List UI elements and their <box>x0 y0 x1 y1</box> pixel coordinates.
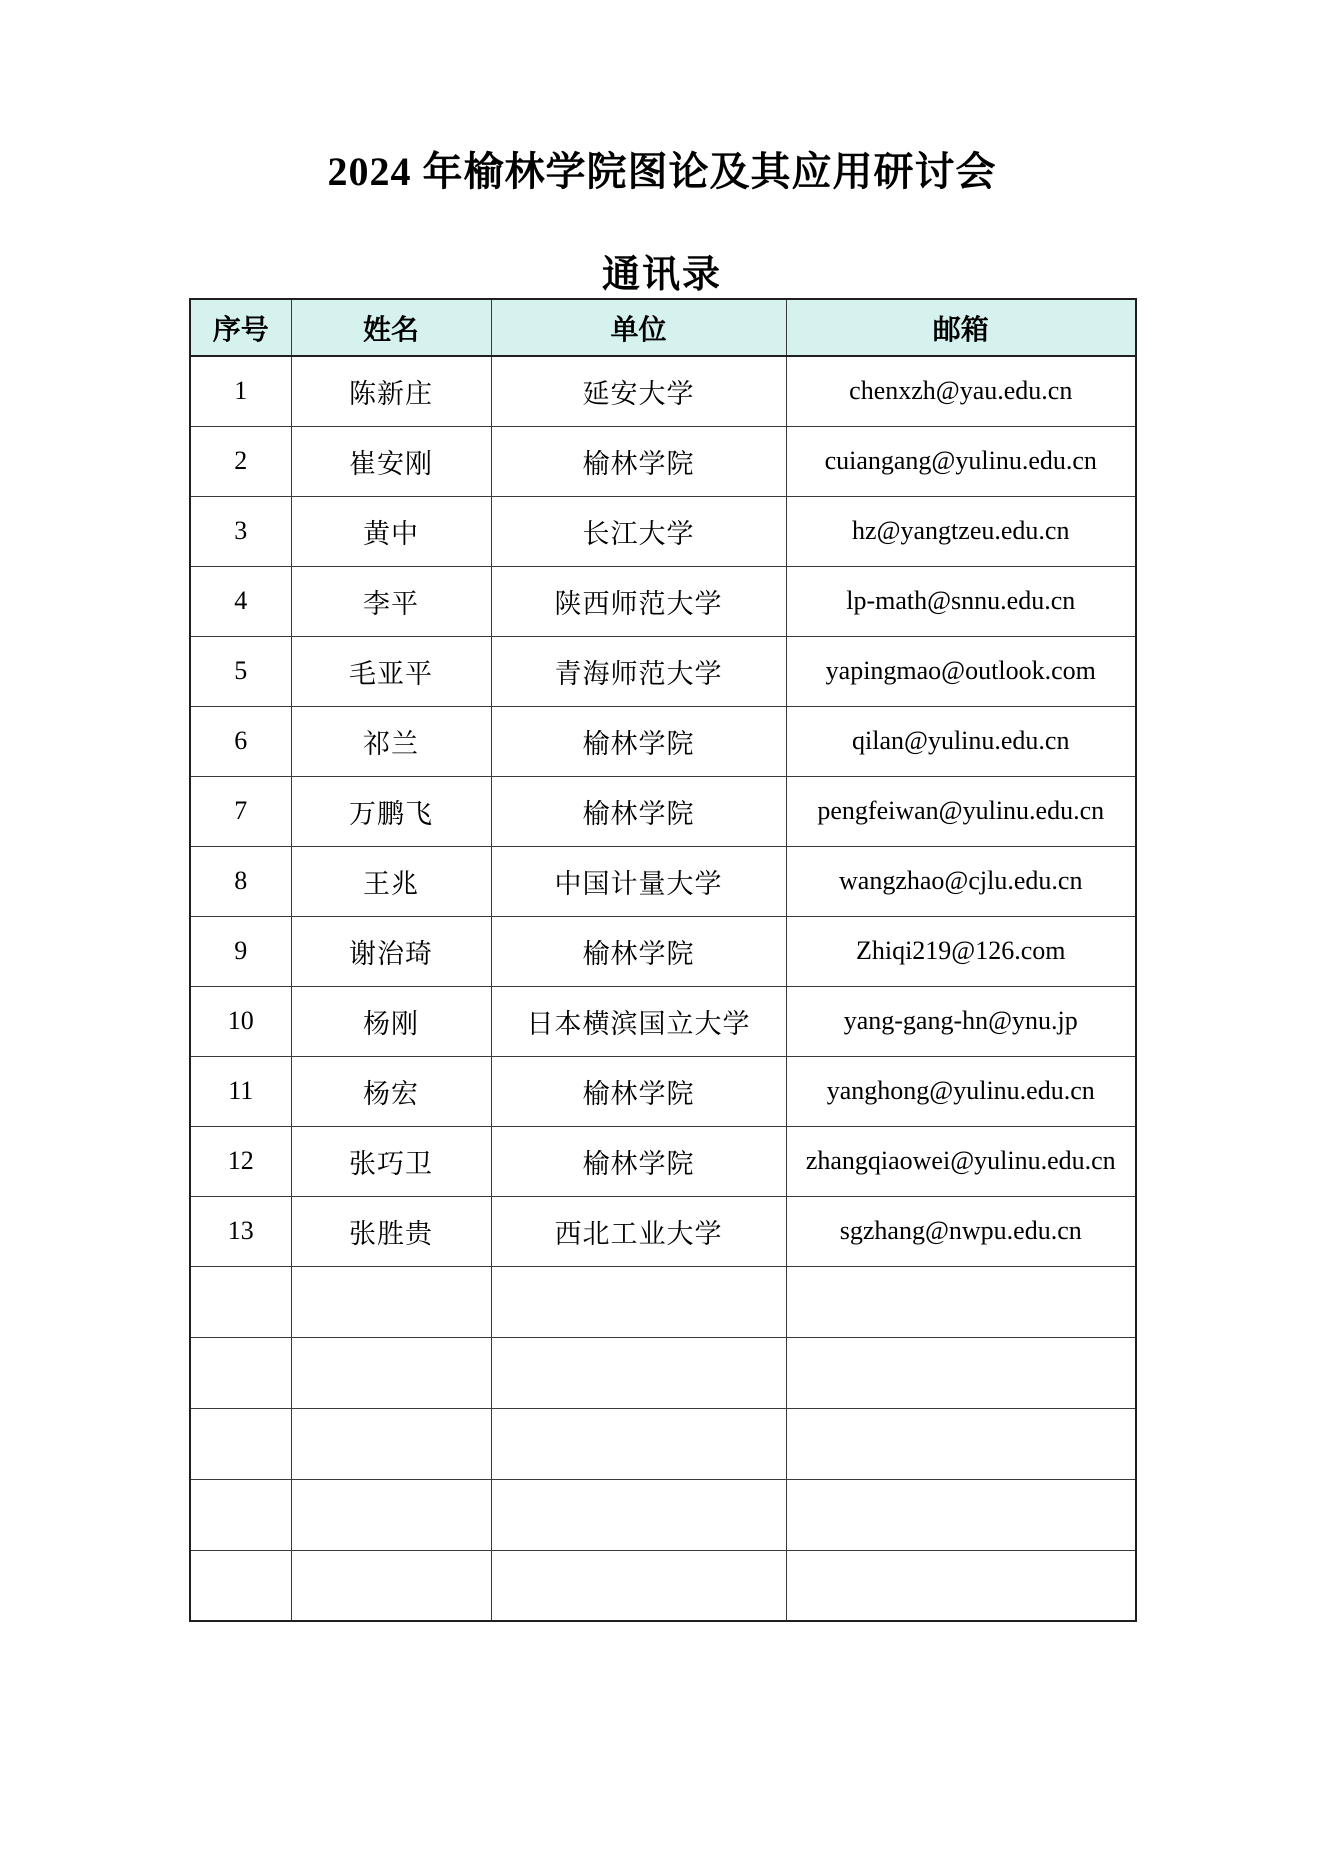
table-row <box>190 916 1136 986</box>
cell-no: 4 <box>190 566 291 636</box>
cell-email: zhangqiaowei@yulinu.edu.cn <box>786 1126 1136 1196</box>
cell-email-empty <box>786 1408 1136 1479</box>
cell-name: 李平 <box>291 566 491 636</box>
cell-no: 7 <box>190 776 291 846</box>
table-row <box>190 636 1136 706</box>
cell-email: lp-math@snnu.edu.cn <box>786 566 1136 636</box>
cell-unit: 榆林学院 <box>491 426 786 496</box>
cell-name: 谢治琦 <box>291 916 491 986</box>
document-title: 2024 年榆林学院图论及其应用研讨会 <box>327 149 997 194</box>
cell-unit: 西北工业大学 <box>491 1196 786 1266</box>
cell-no: 12 <box>190 1126 291 1196</box>
cell-email: hz@yangtzeu.edu.cn <box>786 496 1136 566</box>
cell-name: 崔安刚 <box>291 426 491 496</box>
cell-unit-empty <box>491 1408 786 1479</box>
cell-email-empty <box>786 1550 1136 1621</box>
cell-name: 祁兰 <box>291 706 491 776</box>
cell-email-empty <box>786 1337 1136 1408</box>
cell-no: 10 <box>190 986 291 1056</box>
cell-unit-empty <box>491 1550 786 1621</box>
table-row <box>190 566 1136 636</box>
cell-no: 9 <box>190 916 291 986</box>
cell-name: 陈新庄 <box>291 356 491 426</box>
cell-name: 王兆 <box>291 846 491 916</box>
cell-name-empty <box>291 1266 491 1337</box>
cell-email: sgzhang@nwpu.edu.cn <box>786 1196 1136 1266</box>
table-row-empty <box>190 1479 1136 1550</box>
contact-table-body <box>190 356 1136 1621</box>
table-row <box>190 1126 1136 1196</box>
header-cell-unit: 单位 <box>491 299 786 356</box>
cell-no: 1 <box>190 356 291 426</box>
cell-unit: 日本横滨国立大学 <box>491 986 786 1056</box>
cell-unit: 榆林学院 <box>491 1056 786 1126</box>
table-row-empty <box>190 1408 1136 1479</box>
table-row <box>190 1196 1136 1266</box>
table-row-empty <box>190 1337 1136 1408</box>
cell-email-empty <box>786 1479 1136 1550</box>
cell-name: 张胜贵 <box>291 1196 491 1266</box>
cell-name-empty <box>291 1550 491 1621</box>
cell-no-empty <box>190 1408 291 1479</box>
cell-email: yanghong@yulinu.edu.cn <box>786 1056 1136 1126</box>
table-row <box>190 776 1136 846</box>
cell-name: 毛亚平 <box>291 636 491 706</box>
cell-unit: 青海师范大学 <box>491 636 786 706</box>
table-row-empty <box>190 1550 1136 1621</box>
cell-email: yapingmao@outlook.com <box>786 636 1136 706</box>
cell-name: 黄中 <box>291 496 491 566</box>
cell-no: 6 <box>190 706 291 776</box>
cell-email: chenxzh@yau.edu.cn <box>786 356 1136 426</box>
cell-no: 3 <box>190 496 291 566</box>
document-subtitle: 通讯录 <box>601 254 722 296</box>
cell-email: wangzhao@cjlu.edu.cn <box>786 846 1136 916</box>
cell-email-empty <box>786 1266 1136 1337</box>
cell-no: 11 <box>190 1056 291 1126</box>
cell-email: yang-gang-hn@ynu.jp <box>786 986 1136 1056</box>
cell-name: 张巧卫 <box>291 1126 491 1196</box>
table-row <box>190 986 1136 1056</box>
cell-unit: 榆林学院 <box>491 1126 786 1196</box>
cell-unit-empty <box>491 1266 786 1337</box>
cell-name: 杨宏 <box>291 1056 491 1126</box>
cell-no-empty <box>190 1337 291 1408</box>
cell-unit: 延安大学 <box>491 356 786 426</box>
cell-email: cuiangang@yulinu.edu.cn <box>786 426 1136 496</box>
cell-name-empty <box>291 1479 491 1550</box>
header-cell-email: 邮箱 <box>786 299 1136 356</box>
contact-table <box>189 298 1137 1622</box>
table-row <box>190 706 1136 776</box>
header-cell-name: 姓名 <box>291 299 491 356</box>
cell-unit-empty <box>491 1479 786 1550</box>
table-row <box>190 1056 1136 1126</box>
cell-unit: 榆林学院 <box>491 706 786 776</box>
cell-name: 杨刚 <box>291 986 491 1056</box>
cell-no-empty <box>190 1266 291 1337</box>
table-row <box>190 356 1136 426</box>
table-header-row <box>190 299 1136 356</box>
header-cell-no: 序号 <box>190 299 291 356</box>
table-row-empty <box>190 1266 1136 1337</box>
cell-email: qilan@yulinu.edu.cn <box>786 706 1136 776</box>
cell-unit: 中国计量大学 <box>491 846 786 916</box>
cell-unit: 陕西师范大学 <box>491 566 786 636</box>
cell-name-empty <box>291 1408 491 1479</box>
cell-name: 万鹏飞 <box>291 776 491 846</box>
cell-name-empty <box>291 1337 491 1408</box>
table-row <box>190 426 1136 496</box>
cell-no: 8 <box>190 846 291 916</box>
table-row <box>190 846 1136 916</box>
cell-unit: 长江大学 <box>491 496 786 566</box>
cell-unit: 榆林学院 <box>491 916 786 986</box>
cell-email: pengfeiwan@yulinu.edu.cn <box>786 776 1136 846</box>
cell-no-empty <box>190 1550 291 1621</box>
cell-no: 5 <box>190 636 291 706</box>
cell-unit-empty <box>491 1337 786 1408</box>
cell-email: Zhiqi219@126.com <box>786 916 1136 986</box>
cell-no-empty <box>190 1479 291 1550</box>
cell-unit: 榆林学院 <box>491 776 786 846</box>
cell-no: 13 <box>190 1196 291 1266</box>
table-row <box>190 496 1136 566</box>
cell-no: 2 <box>190 426 291 496</box>
